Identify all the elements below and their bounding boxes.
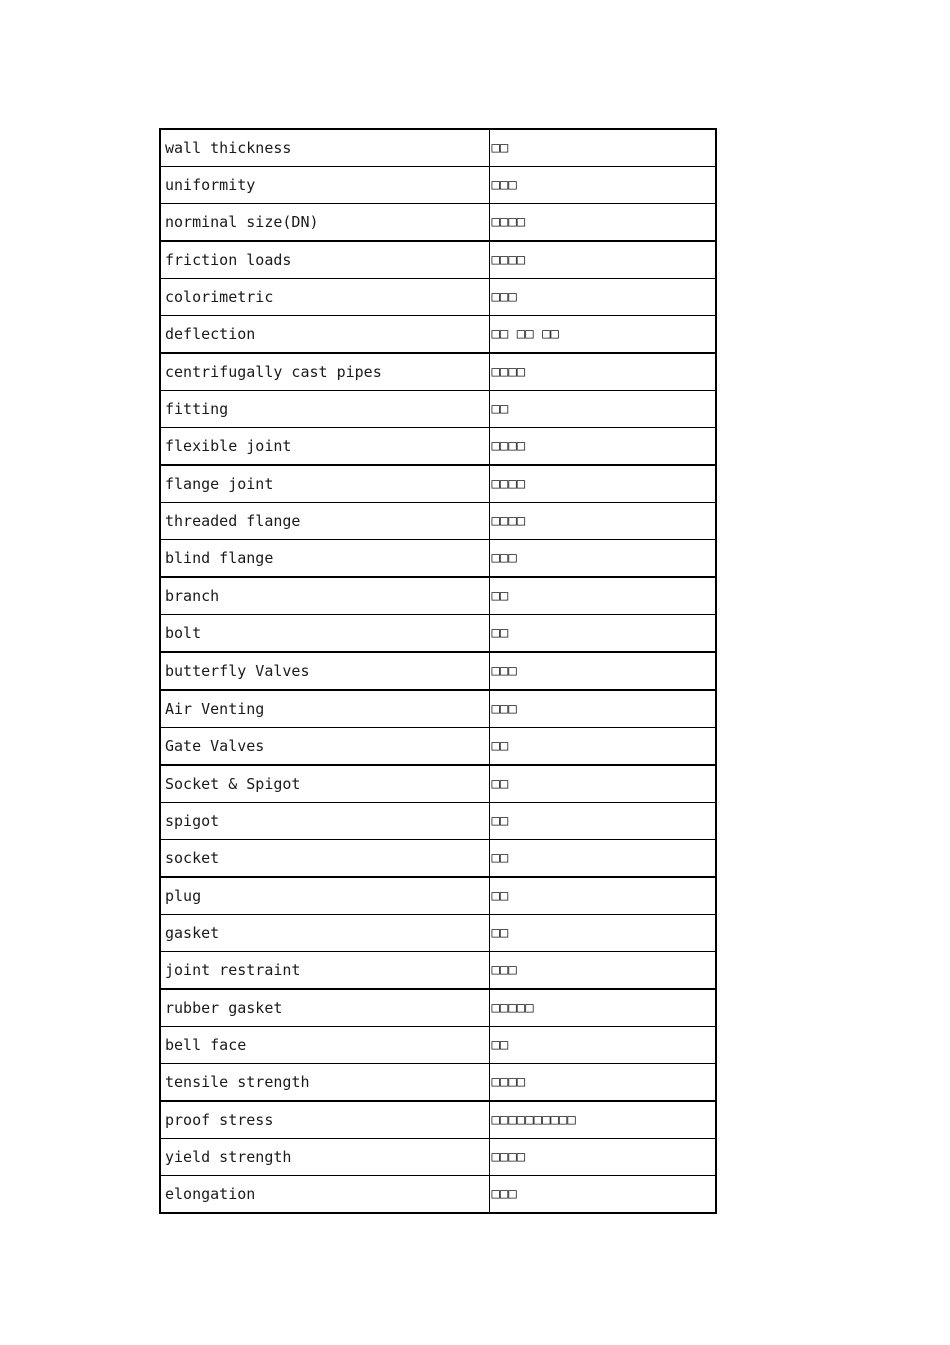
table-row xyxy=(160,241,716,279)
term-cell: Gate Valves xyxy=(160,728,489,766)
translation-cell: □□ xyxy=(489,877,716,915)
term-cell: fitting xyxy=(160,391,489,428)
term-cell: bell face xyxy=(160,1027,489,1064)
translation-cell: □□□□□□□□□□ xyxy=(489,1101,716,1139)
translation-cell: □□ □□ □□ xyxy=(489,316,716,354)
table-row xyxy=(160,915,716,952)
translation-cell: □□ xyxy=(489,728,716,766)
table-row xyxy=(160,615,716,653)
table-row xyxy=(160,989,716,1027)
translation-cell: □□ xyxy=(489,615,716,653)
table-row xyxy=(160,353,716,391)
table-row xyxy=(160,1139,716,1176)
term-cell: norminal size(DN) xyxy=(160,204,489,242)
translation-cell: □□ xyxy=(489,391,716,428)
translation-cell: □□□□ xyxy=(489,503,716,540)
table-row xyxy=(160,167,716,204)
table-row xyxy=(160,465,716,503)
translation-cell: □□□ xyxy=(489,540,716,578)
translation-cell: □□□□ xyxy=(489,204,716,242)
term-cell: rubber gasket xyxy=(160,989,489,1027)
term-cell: threaded flange xyxy=(160,503,489,540)
table-row xyxy=(160,279,716,316)
translation-cell: □□□ xyxy=(489,167,716,204)
term-cell: yield strength xyxy=(160,1139,489,1176)
table-row xyxy=(160,652,716,690)
translation-cell: □□□□ xyxy=(489,1064,716,1102)
translation-cell: □□□ xyxy=(489,952,716,990)
term-cell: socket xyxy=(160,840,489,878)
glossary-table xyxy=(159,128,717,1214)
table-row xyxy=(160,540,716,578)
table-row xyxy=(160,1064,716,1102)
translation-cell: □□□□ xyxy=(489,428,716,466)
table-row xyxy=(160,577,716,615)
translation-cell: □□□ xyxy=(489,279,716,316)
table-row xyxy=(160,690,716,728)
translation-cell: □□ xyxy=(489,129,716,167)
term-cell: spigot xyxy=(160,803,489,840)
table-row xyxy=(160,1176,716,1214)
term-cell: colorimetric xyxy=(160,279,489,316)
translation-cell: □□ xyxy=(489,1027,716,1064)
translation-cell: □□ xyxy=(489,915,716,952)
term-cell: butterfly Valves xyxy=(160,652,489,690)
term-cell: elongation xyxy=(160,1176,489,1214)
translation-cell: □□□□□ xyxy=(489,989,716,1027)
translation-cell: □□□□ xyxy=(489,1139,716,1176)
translation-cell: □□ xyxy=(489,803,716,840)
translation-cell: □□□□ xyxy=(489,465,716,503)
table-row xyxy=(160,765,716,803)
table-row xyxy=(160,1101,716,1139)
term-cell: uniformity xyxy=(160,167,489,204)
translation-cell: □□ xyxy=(489,577,716,615)
term-cell: proof stress xyxy=(160,1101,489,1139)
term-cell: bolt xyxy=(160,615,489,653)
term-cell: Air Venting xyxy=(160,690,489,728)
glossary-body xyxy=(160,129,716,1213)
table-row xyxy=(160,952,716,990)
term-cell: Socket & Spigot xyxy=(160,765,489,803)
term-cell: blind flange xyxy=(160,540,489,578)
table-row xyxy=(160,840,716,878)
term-cell: flange joint xyxy=(160,465,489,503)
term-cell: gasket xyxy=(160,915,489,952)
term-cell: joint restraint xyxy=(160,952,489,990)
table-row xyxy=(160,391,716,428)
term-cell: branch xyxy=(160,577,489,615)
translation-cell: □□□□ xyxy=(489,353,716,391)
translation-cell: □□□ xyxy=(489,652,716,690)
translation-cell: □□□□ xyxy=(489,241,716,279)
table-row xyxy=(160,316,716,354)
term-cell: flexible joint xyxy=(160,428,489,466)
table-row xyxy=(160,803,716,840)
table-row xyxy=(160,204,716,242)
translation-cell: □□ xyxy=(489,840,716,878)
translation-cell: □□□ xyxy=(489,690,716,728)
term-cell: wall thickness xyxy=(160,129,489,167)
table-row xyxy=(160,503,716,540)
translation-cell: □□ xyxy=(489,765,716,803)
table-row xyxy=(160,129,716,167)
term-cell: plug xyxy=(160,877,489,915)
table-row xyxy=(160,877,716,915)
table-row xyxy=(160,1027,716,1064)
translation-cell: □□□ xyxy=(489,1176,716,1214)
table-row xyxy=(160,728,716,766)
term-cell: centrifugally cast pipes xyxy=(160,353,489,391)
term-cell: deflection xyxy=(160,316,489,354)
term-cell: tensile strength xyxy=(160,1064,489,1102)
term-cell: friction loads xyxy=(160,241,489,279)
table-row xyxy=(160,428,716,466)
